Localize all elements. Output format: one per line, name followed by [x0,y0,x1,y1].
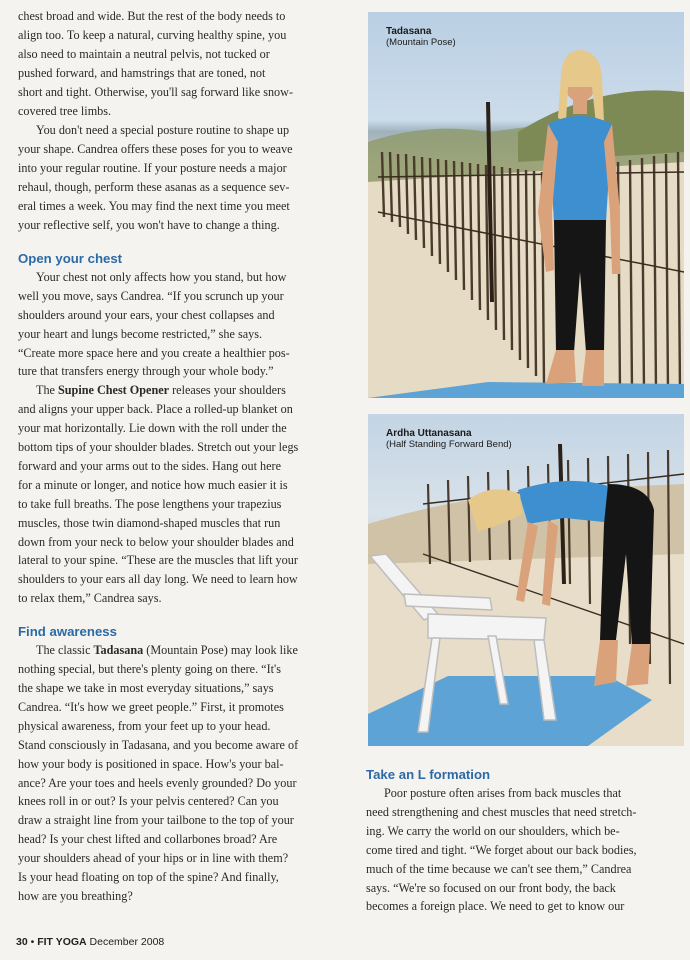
text-span: releases your shoulders [169,383,286,398]
beach-chair-illustration [368,414,684,746]
text-line: and aligns your upper back. Place a rolled-up blanket on [18,402,293,417]
text-line: bottom tips of your shoulder blades. Stretch out your legs [18,440,299,455]
right-column [366,765,684,916]
section-heading-find-awareness: Find awareness [18,624,117,640]
paragraph-l-formation [366,784,684,916]
paragraph-routine [18,121,334,234]
page-footer [16,936,164,948]
text-line: shoulders around your ears, your chest collapses and [18,307,275,322]
text-line: down from your neck to below your shoulder blades and [18,534,294,549]
text-line: ture that transfers energy through your whole body.” [18,364,274,379]
paragraph-intro [18,7,334,120]
text-line: much of the time because we can't see them,” Candrea [366,861,632,876]
text-line: the shape we take in most everyday situations,” says [18,681,274,695]
paragraph-open-chest [18,268,334,381]
text-line: You don't need a special posture routine to shape up [36,123,290,138]
caption-pose-subtitle: (Mountain Pose) [386,37,456,48]
text-line: nothing special, but there's plenty going on there. “It's [18,662,281,677]
text-line: align too. To keep a natural, curving healthy spine, you [18,27,287,42]
text-line: lateral to your spine. “These are the muscles that lift your [18,553,298,568]
text-line: need strengthening and chest muscles that need stretch- [366,804,637,819]
photo-caption-tadasana [386,26,456,48]
photo-caption-ardha-uttanasana [386,428,512,450]
text-line: physical awareness, from your feet up to your head. [18,718,271,733]
text-line: to relax them,” Candrea says. [18,591,162,606]
text-line: how your body is positioned in space. How's your bal- [18,756,284,771]
text-line: short and tight. Otherwise, you'll sag forward like snow- [18,84,294,99]
text-line: forward and your arms out to the sides. Hang out here [18,458,281,473]
text-line: your shape. Candrea offers these poses for you to weave [18,142,293,157]
pose-name-tadasana: Tadasana [93,643,144,658]
text-line: come tired and tight. “We forget about our back bodies, [366,842,637,857]
text-line: Poor posture often arises from back muscles that [384,786,622,800]
text-line: says. “We're so focused on our front body, the back [366,880,616,895]
text-span: (Mountain Pose) may look like [143,643,298,658]
text-line: head? Is your chest lifted and collarbones broad? Are [18,832,278,847]
magazine-name: FIT YOGA [37,936,87,948]
text-line: Your chest not only affects how you stand, but how [36,269,287,284]
pose-name-supine-chest-opener: Supine Chest Opener [58,383,170,398]
text-line: knees roll in or out? Is your pelvis centered? Can you [18,794,279,809]
text-span: The classic [36,643,94,658]
text-line: Is your head floating on top of the spine? And finally, [18,870,279,885]
left-column [18,7,334,906]
caption-pose-name: Tadasana [386,26,432,37]
beach-fence-illustration [368,12,684,398]
text-line: chest broad and wide. But the rest of the body needs to [18,9,286,23]
text-line: into your regular routine. If your posture needs a major [18,161,287,176]
photo-tadasana [368,12,684,398]
text-line: covered tree limbs. [18,103,112,118]
text-line [18,381,334,400]
text-line: how are you breathing? [18,888,133,903]
text-line: your mat horizontally. Lie down with the roll under the [18,421,287,436]
text-line: also need to maintain a neutral pelvis, not tucked or [18,46,270,61]
paragraph-tadasana [18,641,334,906]
caption-pose-name: Ardha Uttanasana [386,428,472,439]
caption-pose-subtitle: (Half Standing Forward Bend) [386,439,512,450]
footer-bullet: • [30,936,35,948]
text-line: to take full breaths. The pose lengthens your trapezius [18,496,282,511]
text-line: your heart and lungs become restricted,” she says. [18,326,263,341]
text-line: eral times a week. You may find the next time you meet [18,199,290,214]
photo-ardha-uttanasana [368,414,684,746]
text-line: your shoulders ahead of your hips or in line with them? [18,851,289,866]
text-line: muscles, those twin diamond-shaped muscles that run [18,515,281,530]
section-heading-l-formation: Take an L formation [366,767,491,782]
section-heading-open-chest: Open your chest [18,250,123,266]
text-line: Stand consciously in Tadasana, and you become aware of [18,737,299,752]
text-line [18,641,334,660]
text-line: your reflective self, you won't have to change a thing. [18,217,280,232]
text-line: rehaul, though, perform these asanas as a sequence sev- [18,180,290,195]
text-line: becomes a foreign place. We need to get to know our [366,899,625,914]
text-line: ing. We carry the world on our shoulders, which be- [366,823,620,838]
text-span: The [36,383,58,398]
text-line: well you move, says Candrea. “If you scrunch up your [18,288,284,303]
issue-date: December 2008 [89,936,165,948]
text-line: “Create more space here and you create a healthier pos- [18,345,290,360]
text-line: Candrea. “It's how we greet people.” First, it promotes [18,699,284,714]
text-line: ance? Are your toes and heels evenly grounded? Do your [18,775,297,790]
text-line: for a minute or longer, and notice how much easier it is [18,477,288,492]
text-line: pushed forward, and hamstrings that are toned, not [18,65,266,80]
paragraph-chest-opener [18,381,334,608]
page-number: 30 [16,936,28,948]
text-line: draw a straight line from your tailbone to the top of your [18,813,294,828]
text-line: shoulders to your ears all day long. We need to learn how [18,572,298,587]
